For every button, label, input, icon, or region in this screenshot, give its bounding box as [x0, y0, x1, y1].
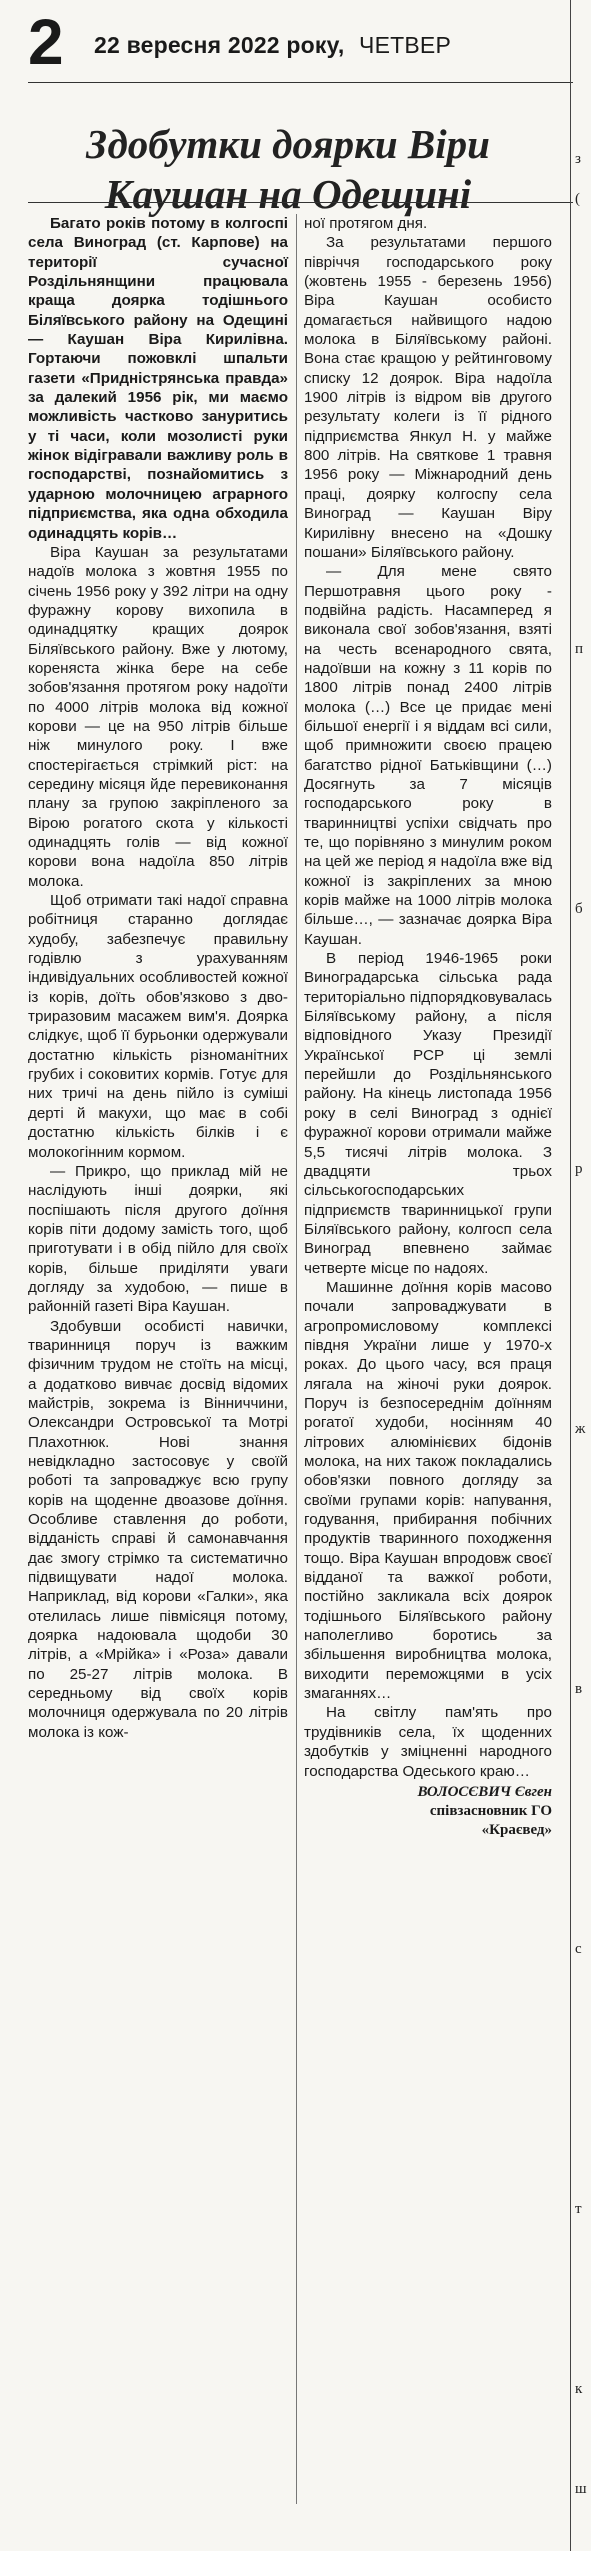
issue-date: 22 вересня 2022 року, — [94, 32, 345, 58]
author-name: ВОЛОСЄВИЧ Євген — [417, 1783, 552, 1800]
article-paragraph: Віра Каушан за результатами надоїв молока з жовтня 1955 по січень 1956 року у 392 літри на одну фуражну корову вихопила в одинадцятку кращих доярок Біляївського району. Вже у лютому, кореняста жінка бере на себе зобов'язання протягом року надоїти по 4000 літрів молока від кожної корови — це на 950 літрів більше ніж минулого року. І вже спостерігається стрімкий ріст: на середину місяця йде перевиконання плану за групою закріпленого за Вірою рогатого скота у кількості одинадцять голів — від кожної корови вона надоїла 850 літрів молока. — [28, 543, 288, 890]
title-divider — [28, 202, 573, 203]
article-column-1 — [28, 214, 288, 1742]
issue-weekday: ЧЕТВЕР — [359, 32, 451, 58]
article-column-2 — [304, 214, 552, 1840]
adjacent-text-fragment: п — [575, 641, 584, 657]
author-role: співзасновник ГО — [429, 1802, 552, 1819]
column-divider — [296, 214, 297, 2504]
article-paragraph: — Для мене свято Першотравня цього року - подвійна радість. Насамперед я виконала свої зобов'язання, взяті на честь всенародного свята, надоївши на кожну з 11 корів по 1800 літрів понад 2400 літрів молока (…) Все це придає мені більшої енергії і я віддам всі сили, щоб примножити своєю працею багатство рідної Батьківщини (…) Досягнуть за 7 місяців господарського року в тваринництві успіхи свідчать про те, що порівняно з минулим роком на цей же період я надоїла вже від кожної із закріплених за мною корів майже на 1000 літрів молока більше…, — зазначає доярка Віра Каушан. — [304, 563, 552, 948]
article-lead: Багато років потому в колгоспі села Виноград (ст. Карпове) на території сучасної Роздільнянщини працювала краща доярка тодішнього Біляївського району на Одещині — Каушан Віра Кирилівна. Гортаючи пожовклі шпальти газети «Придністрянська правда» за далекий 1956 рік, ми маємо можливість частково зануритись у ті часи, коли мозолисті руки жінок відігравали важливу роль в господарстві, познайомитись з ударною молочницею аграрного підприємства, яка одна обходила одинадцять корів… — [28, 215, 288, 542]
issue-date-line — [94, 32, 451, 59]
article-paragraph: На світлу пам'ять про трудівників села, їх щоденних здобутків у зміцненні народного господарства Одеського краю… — [304, 1704, 552, 1780]
adjacent-text-fragment: ж — [575, 1421, 586, 1437]
header-divider — [28, 82, 573, 83]
article-paragraph: За результатами першого півріччя господарського року (жовтень 1955 - березень 1956) Віра Каушан особисто домагається найвищого надою молока в Біляївському районі. Вона стає кращою у рейтинговому списку 12 доярок. Віра надоїла 1900 літрів із відром вів другого результату колеги із її рідного підприємства Янкул Н. у майже 800 літрів. На святкове 1 травня 1956 року — Міжнародний день праці, доярку колгоспу села Виноград — Каушан Віру Кирилівну внесено на «Дошку пошани» Біляївського району. — [304, 234, 552, 561]
adjacent-text-fragment: р — [575, 1161, 583, 1177]
adjacent-text-fragment: ш — [575, 2481, 587, 2497]
adjacent-text-fragment: з — [575, 151, 581, 167]
adjacent-text-fragment: в — [575, 1681, 583, 1697]
author-organization: «Краєвед» — [481, 1821, 552, 1838]
article-paragraph: — Прикро, що приклад мій не наслідують інші доярки, які поспішають після другого доїння корів піти додому замість того, щоб приготувати і в обід пійло для своїх корів, більше приділяти уваги догляду за худобою, — пише в районній газеті Віра Каушан. — [28, 1162, 288, 1316]
adjacent-text-fragment: ( — [575, 191, 580, 207]
article-paragraph-continuation: ної протягом дня. — [304, 215, 428, 232]
article-paragraph: Машинне доїння корів масово почали запроваджувати в агропромисловому комплексі півдня України лише у 1970-х роках. До цього часу, вся праця лягала на жіночі руки доярок. Поруч із безпосереднім доїнням рогатої худоби, носінням 40 літрових алюмінієвих бідонів молока, на них також покладались обов'язки повного догляду за своїми групами корів: напування, годування, прибирання побічних продуктів тваринного походження тощо. Віра Каушан впродовж своєї відданої та важкої роботи, постійно закликала всіх доярок тодішнього Біляївського району наполегливо боротись за збільшення виробництва молока, виходити переможцями в усіх змаганнях… — [304, 1278, 552, 1703]
adjacent-text-fragment: к — [575, 2381, 583, 2397]
page-number: 2 — [28, 6, 64, 78]
article-paragraph: Здобувши особисті навички, тваринниця поруч із важким фізичним трудом не стоїть на місці, а додатково вивчає досвід відомих майстрів, зокрема із Вінниччини, Олександри Островської та Мотрі Плахотнюк. Нові знання невідкладно застосовує у своїй роботі та запроваджує всю групу корів на щоденне двоазове доїння. Особливе ставлення до роботи, відданість справі й самонавчання дає змогу стрімко та систематично підвищувати надої молока. Наприклад, від корови «Галки», яка отелилась лише півмісяця потому, доярка надоювала щодоби 30 літрів, а «Мрійка» і «Роза» давали по 25-27 літрів молока. В середньому від своїх корів молочниця одержувала по 20 літрів молока із кож- — [28, 1317, 288, 1741]
adjacent-article-edge — [570, 0, 591, 2551]
adjacent-text-fragment: т — [575, 2201, 582, 2217]
article-paragraph: В період 1946-1965 роки Виноградарська сільська рада територіально підпорядковувалась Біляївському району, а після відповідного Указу Президії Української РСР ці землі перейшли до Роздільнянського району. На кінець листопада 1956 року в селі Виноград з однієї фуражної корови отримали майже 5,5 тисячі літрів молока. З двадцяти трьох сільськогосподарських підприємств тваринницької групи Біляївського району, колгосп села Виноград впевнено займає четверте місце по надоях. — [304, 950, 552, 1277]
adjacent-text-fragment: б — [575, 901, 583, 917]
adjacent-text-fragment: с — [575, 1941, 582, 1957]
article-title: Здобутки доярки Віри Каушан на Одещині — [86, 121, 490, 218]
page-header — [28, 6, 573, 78]
article-paragraph: Щоб отримати такі надої справна робітниця старанно доглядає худобу, забезпечує правильну годівлю з урахуванням індивідуальних особливостей кожної із корів, доїть обов'язково з дво-триразовим масажем вим'я. Доярка слідкує, щоб її бурьонки одержували достатню кількість різноманітних грубих і соковитих кормів. Готує для них тричі на день пійло із суміші дерті й макухи, що має в собі достатню кількість білків і є молокогінним кормом. — [28, 892, 288, 1161]
